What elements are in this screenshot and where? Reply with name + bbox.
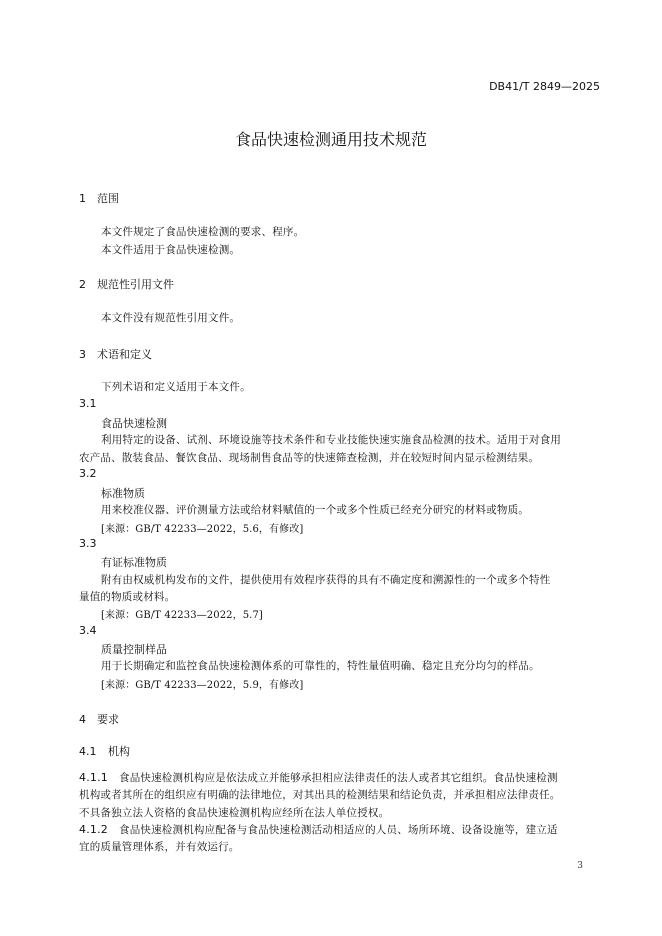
section-title: 规范性引用文件	[97, 278, 174, 291]
section-4-heading	[79, 711, 119, 727]
term-number: 3.2	[79, 467, 97, 480]
clause-4-1-2	[79, 822, 558, 837]
clause-text: 不具备独立法人资格的食品快速检测机构应经所在法人单位授权。	[79, 807, 390, 819]
section-title: 术语和定义	[97, 348, 152, 361]
section-3-heading	[79, 346, 152, 362]
term-name: 食品快速检测	[101, 417, 167, 430]
term-source: [来源：GB/T 42233—2022，5.7]	[101, 610, 263, 621]
section-number: 4	[79, 713, 86, 726]
term-number: 3.3	[79, 537, 97, 550]
section-number: 1	[79, 192, 86, 205]
term-name: 质量控制样品	[101, 643, 167, 656]
clause-text: 食品快速检测机构应配备与食品快速检测活动相适应的人员、场所环境、设备设施等，建立适	[119, 824, 558, 836]
term-definition: 农产品、散装食品、餐饮食品、现场制售食品等的快速筛查检测，并在较短时间内显示检测结果。	[79, 452, 540, 464]
term-definition: 利用特定的设备、试剂、环境设施等技术条件和专业技能快速实施食品检测的技术。适用于对食用	[101, 434, 562, 446]
clause-text: 机构或者其所在的组织应有明确的法律地位，对其出具的检测结果和结论负责，并承担相应法律责任。	[79, 789, 561, 801]
page-number: 3	[577, 861, 583, 871]
clause-4-1-1	[79, 770, 558, 785]
section-1-heading	[79, 190, 119, 206]
term-definition: 量值的物质或材料。	[79, 591, 176, 603]
term-source: [来源：GB/T 42233—2022，5.6，有修改]	[101, 524, 304, 535]
section-title: 范围	[97, 192, 119, 205]
section-number: 2	[79, 278, 86, 291]
paragraph: 本文件适用于食品快速检测。	[101, 244, 241, 256]
clause-number: 4.1.1	[79, 771, 108, 784]
document-code: DB41/T 2849—2025	[489, 80, 600, 93]
term-name: 有证标准物质	[101, 556, 167, 569]
term-number: 3.1	[79, 397, 97, 410]
term-definition: 用来校准仪器、评价测量方法或给材料赋值的一个或多个性质已经充分研究的材料或物质。	[101, 504, 529, 516]
paragraph: 本文件规定了食品快速检测的要求、程序。	[101, 226, 305, 238]
term-definition: 附有由权威机构发布的文件，提供使用有效程序获得的具有不确定度和溯源性的一个或多个特性	[101, 574, 551, 586]
document-title: 食品快速检测通用技术规范	[234, 130, 427, 149]
subsection-number: 4.1	[79, 745, 97, 758]
clause-number: 4.1.2	[79, 823, 108, 836]
term-name: 标准物质	[101, 487, 145, 500]
term-number: 3.4	[79, 624, 97, 637]
term-definition: 用于长期确定和监控食品快速检测体系的可靠性的，特性量值明确、稳定且充分均匀的样品。	[101, 660, 540, 672]
paragraph: 下列术语和定义适用于本文件。	[101, 381, 251, 393]
subsection-title: 机构	[108, 745, 130, 758]
subsection-4-1-heading	[79, 743, 130, 759]
clause-text: 食品快速检测机构应是依法成立并能够承担相应法律责任的法人或者其它组织。食品快速检测	[119, 772, 558, 784]
paragraph: 本文件没有规范性引用文件。	[101, 312, 241, 324]
section-number: 3	[79, 348, 86, 361]
section-2-heading	[79, 276, 174, 292]
section-title: 要求	[97, 713, 119, 726]
term-source: [来源：GB/T 42233—2022，5.9，有修改]	[101, 680, 304, 691]
clause-text: 宜的质量管理体系，并有效运行。	[79, 841, 240, 853]
